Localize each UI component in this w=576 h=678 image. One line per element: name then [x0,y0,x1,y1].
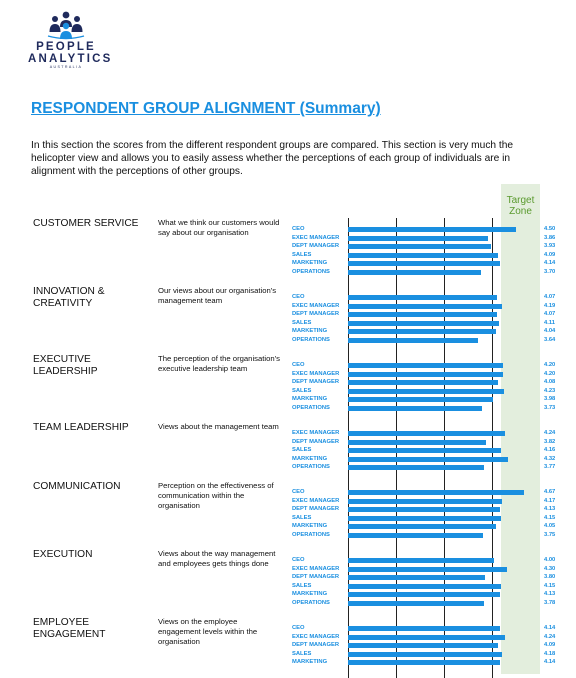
score-bar [348,253,498,258]
score-value: 4.19 [544,302,556,309]
score-bar [348,321,499,326]
group-label: CEO [292,557,305,563]
chart-row [0,446,576,455]
score-value: 4.30 [544,565,556,572]
chart-row [0,582,576,591]
score-value: 4.13 [544,506,556,512]
score-bar [348,575,485,580]
group-label: SALES [292,387,312,394]
score-value: 4.07 [544,311,556,317]
score-value: 4.50 [544,226,556,232]
score-bar [348,440,486,445]
chart-row [0,378,576,387]
section-description: Views about the way management and employees gets things done [158,549,276,569]
group-label: OPERATIONS [292,531,330,538]
group-label: OPERATIONS [292,464,330,470]
score-value: 3.82 [544,438,556,445]
chart-row [0,395,576,404]
score-value: 4.09 [544,251,556,258]
section-name: COMMUNICATION [33,481,121,492]
score-value: 4.09 [544,642,556,648]
score-bar [348,389,504,394]
page-title: RESPONDENT GROUP ALIGNMENT (Summary) [31,100,381,117]
section-name: EMPLOYEE ENGAGEMENT [33,617,106,640]
score-bar [348,372,503,377]
score-bar [348,499,502,504]
score-bar [348,592,500,597]
score-value: 4.16 [544,447,556,453]
chart-row [0,429,576,438]
group-label: MARKETING [292,260,328,266]
section-name: EXECUTIVE LEADERSHIP [33,354,98,377]
score-value: 3.75 [544,531,556,538]
logo-tagline: AUSTRALIA [49,65,83,69]
score-value: 3.93 [544,243,556,249]
chart-row [0,599,576,608]
score-value: 4.24 [544,430,556,436]
chart-row [0,488,576,497]
score-value: 4.14 [544,260,556,266]
group-label: CEO [292,294,305,300]
score-value: 4.24 [544,633,556,640]
chart-row [0,633,576,642]
score-value: 4.14 [544,625,556,631]
section-name: TEAM LEADERSHIP [33,422,129,433]
score-value: 3.98 [544,396,556,402]
section-description: The perception of the organisation's executive leadership team [158,354,280,374]
score-bar [348,270,481,275]
score-value: 4.15 [544,514,556,521]
score-bar [348,465,484,470]
group-label: SALES [292,514,312,521]
score-value: 4.05 [544,523,556,529]
score-bar [348,236,488,241]
score-bar [348,507,500,512]
group-label: OPERATIONS [292,336,330,343]
score-value: 4.04 [544,328,556,334]
score-value: 3.64 [544,336,556,343]
chart-row [0,522,576,531]
chart-row [0,455,576,464]
chart-row [0,658,576,667]
group-label: CEO [292,625,305,631]
logo-wordmark-bottom: ANALYTICS [28,53,113,65]
chart-row [0,650,576,659]
score-value: 4.23 [544,387,556,394]
chart-row [0,573,576,582]
chart-row [0,565,576,574]
score-value: 4.15 [544,582,556,589]
group-label: CEO [292,226,305,232]
score-value: 4.32 [544,455,556,462]
score-value: 4.07 [544,294,556,300]
target-zone-label: Target Zone [506,195,535,217]
group-label: EXEC MANAGER [292,370,340,377]
chart-row [0,259,576,268]
score-value: 3.73 [544,404,556,411]
score-value: 3.80 [544,574,556,580]
group-label: DEPT MANAGER [292,243,340,249]
score-value: 4.67 [544,489,556,495]
score-value: 4.17 [544,497,556,504]
group-label: DEPT MANAGER [292,379,340,385]
score-bar [348,652,502,657]
chart-row [0,225,576,234]
score-value: 3.86 [544,234,556,241]
company-logo [28,10,113,70]
group-label: OPERATIONS [292,404,330,411]
score-value: 3.77 [544,464,556,470]
chart-row [0,505,576,514]
section-description: What we think our customers would say about our organisation [158,218,280,238]
group-label: MARKETING [292,659,328,665]
score-bar [348,567,507,572]
score-bar [348,516,501,521]
score-bar [348,329,496,334]
score-bar [348,457,508,462]
score-bar [348,380,498,385]
chart-row [0,387,576,396]
group-label: DEPT MANAGER [292,506,340,512]
group-label: EXEC MANAGER [292,234,340,241]
section-name: EXECUTION [33,549,93,560]
group-label: CEO [292,489,305,495]
chart-row [0,641,576,650]
score-bar [348,295,497,300]
score-bar [348,524,496,529]
group-label: MARKETING [292,591,328,597]
section-description: Views about the management team [158,422,279,431]
group-label: EXEC MANAGER [292,302,340,309]
group-label: OPERATIONS [292,268,330,275]
chart-row [0,336,576,345]
chart-row [0,293,576,302]
chart-row [0,404,576,413]
logo-wordmark-top: PEOPLE [36,41,96,53]
score-bar [348,533,483,538]
chart-row [0,556,576,565]
chart-row [0,624,576,633]
score-bar [348,397,493,402]
chart-row [0,531,576,540]
group-label: EXEC MANAGER [292,497,340,504]
group-label: MARKETING [292,455,328,462]
group-label: SALES [292,447,312,453]
section-description: Perception on the effectiveness of communication within the organisation [158,481,274,511]
people-logo-icon [46,10,86,40]
score-value: 4.00 [544,557,556,563]
chart-row [0,590,576,599]
group-label: MARKETING [292,523,328,529]
group-label: CEO [292,362,305,368]
chart-row [0,463,576,472]
group-label: EXEC MANAGER [292,565,340,572]
group-label: DEPT MANAGER [292,438,340,445]
chart-row [0,251,576,260]
chart-row [0,438,576,447]
score-value: 4.18 [544,650,556,657]
score-value: 4.14 [544,659,556,665]
chart-row [0,242,576,251]
group-label: SALES [292,582,312,589]
score-value: 4.20 [544,362,556,368]
group-label: MARKETING [292,396,328,402]
chart-row [0,497,576,506]
score-bar [348,244,491,249]
chart-row [0,361,576,370]
group-label: EXEC MANAGER [292,430,340,436]
score-value: 3.70 [544,268,556,275]
chart-row [0,370,576,379]
group-label: DEPT MANAGER [292,642,340,648]
group-label: SALES [292,650,312,657]
section-description: Our views about our organisation's management team [158,286,277,306]
score-bar [348,338,478,343]
score-bar [348,558,494,563]
group-label: DEPT MANAGER [292,574,340,580]
group-label: OPERATIONS [292,599,330,606]
chart-row [0,327,576,336]
score-bar [348,584,501,589]
chart-row [0,310,576,319]
score-bar [348,431,505,436]
chart-row [0,302,576,311]
score-bar [348,643,498,648]
score-value: 4.08 [544,379,556,385]
score-value: 4.20 [544,370,556,377]
group-label: DEPT MANAGER [292,311,340,317]
score-bar [348,304,502,309]
score-bar [348,660,500,665]
chart-row [0,514,576,523]
score-value: 4.11 [544,319,555,326]
score-bar [348,601,484,606]
score-bar [348,626,500,631]
score-value: 4.13 [544,591,556,597]
score-bar [348,448,501,453]
section-name: CUSTOMER SERVICE [33,218,139,229]
section-name: INNOVATION & CREATIVITY [33,286,105,309]
group-label: SALES [292,319,312,326]
chart-row [0,319,576,328]
intro-paragraph: In this section the scores from the different respondent groups are compared. This section is very much the helicopter view and allows you to easily assess whether the perceptions of each group of individuals are in alignment with the perceptions of other groups. [31,140,514,178]
group-label: MARKETING [292,328,328,334]
score-bar [348,490,524,495]
score-bar [348,312,497,317]
score-bar [348,227,516,232]
score-bar [348,363,503,368]
group-label: EXEC MANAGER [292,633,340,640]
score-bar [348,635,505,640]
section-description: Views on the employee engagement levels within the organisation [158,617,258,647]
group-label: SALES [292,251,312,258]
score-value: 3.78 [544,599,556,606]
chart-row [0,268,576,277]
chart-row [0,234,576,243]
score-bar [348,261,500,266]
score-bar [348,406,482,411]
